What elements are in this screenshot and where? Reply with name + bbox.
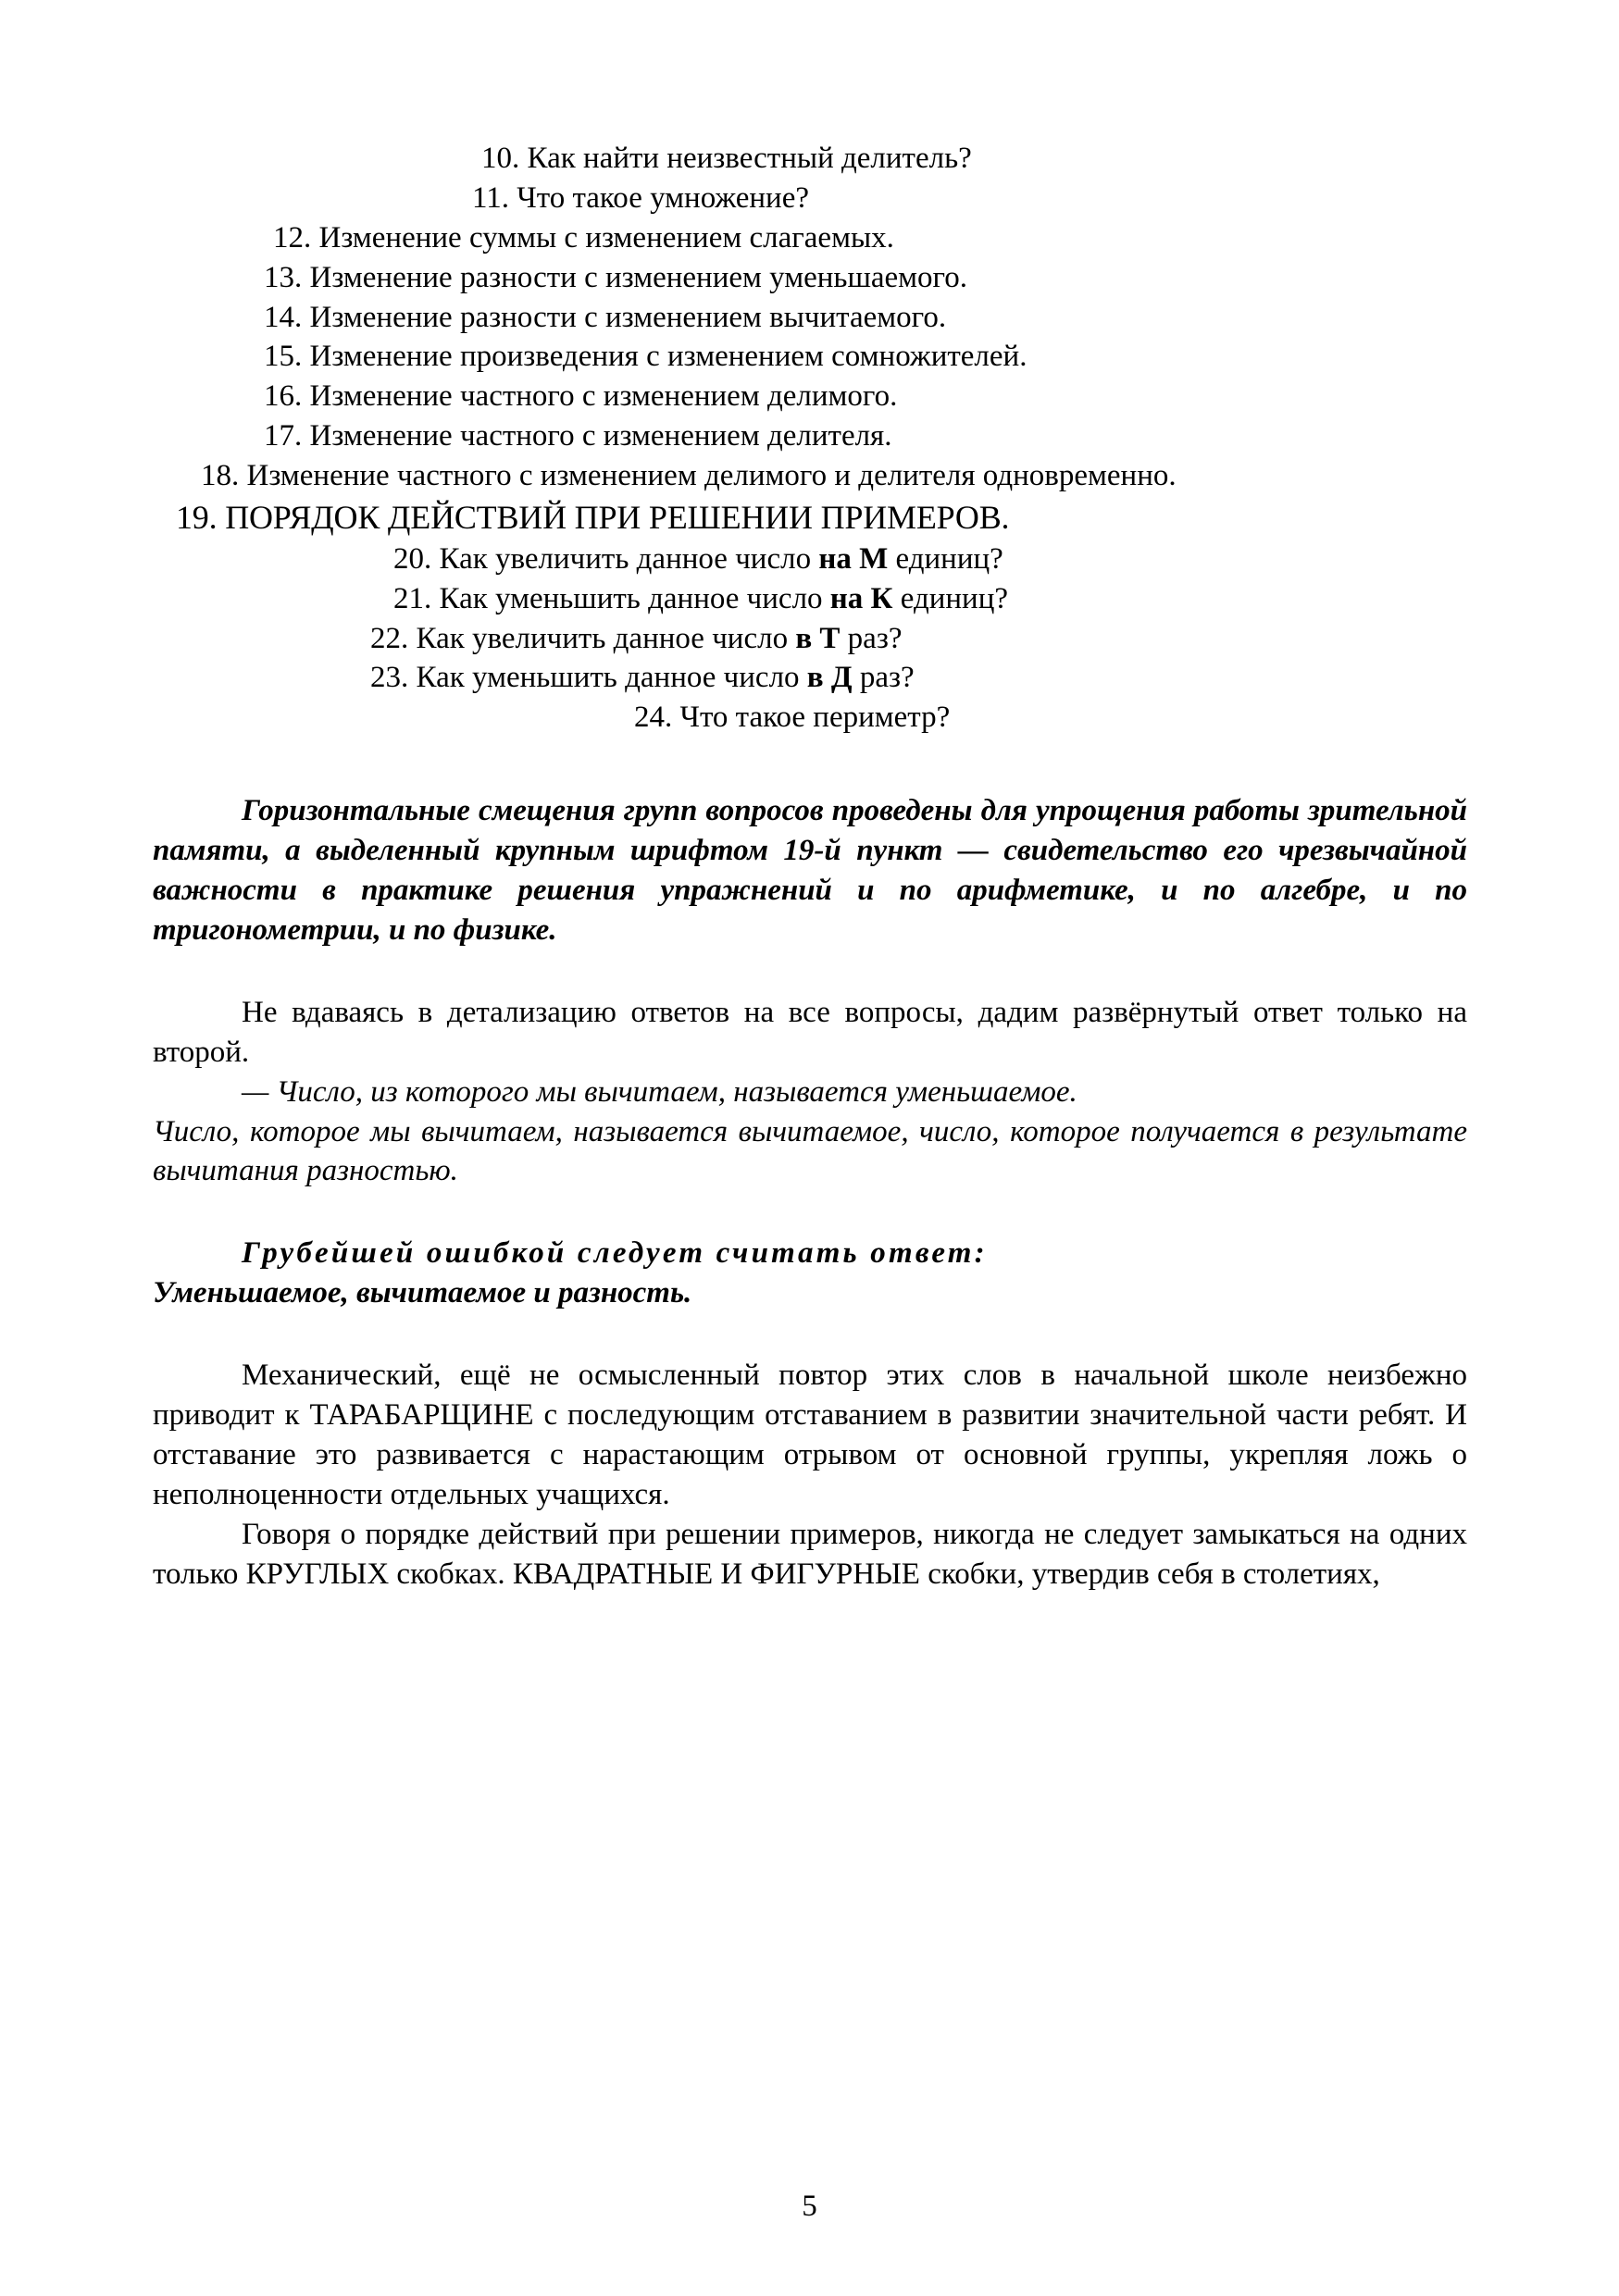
paragraph-answer-first: — Число, из которого мы вычитаем, называется уменьшаемое. (242, 1074, 1077, 1109)
list-item: 16. Изменение частного с изменением делимого. (264, 379, 898, 414)
paragraph-mechanical: Механический, ещё не осмысленный повтор этих слов в начальной школе неизбежно приводит к ТАРАБАРЩИНЕ с последующим отставанием в развитии значительной части ребят. И отставание это развивается с нарастающим отрывом от основной группы, укрепляя ложь о неполноценности отдельных учащихся. (153, 1359, 1467, 1511)
list-item-emphasis: на М (818, 541, 889, 576)
paragraph-order: Говоря о порядке действий при решении примеров, никогда не следует замыкаться на одних только КРУГЛЫХ скобках. КВАДРАТНЫЕ И ФИГУРНЫЕ скобки, утвердив себя в столетиях, (153, 1517, 1467, 1591)
list-item-suffix: раз? (852, 661, 915, 695)
question-list (153, 139, 1467, 738)
list-item-prefix: 23. Как уменьшить данное число (370, 661, 807, 695)
list-item-19: 19. ПОРЯДОК ДЕЙСТВИЙ ПРИ РЕШЕНИИ ПРИМЕРОВ. (176, 499, 1010, 537)
list-item-suffix: единиц? (892, 581, 1009, 615)
list-item-emphasis: в Д (806, 661, 853, 695)
list-item-prefix: 22. Как увеличить данное число (370, 621, 796, 655)
spacer (153, 1191, 1467, 1234)
paragraph-intro: Не вдаваясь в детализацию ответов на все вопросы, дадим развёрнутый ответ только на второй. (153, 995, 1467, 1069)
list-item-18: 18. Изменение частного с изменением делимого и делителя одновременно. (201, 459, 1177, 493)
list-item-suffix: единиц? (888, 541, 1003, 576)
list-item (153, 540, 1467, 579)
list-item (153, 658, 1467, 698)
page-number: 5 (802, 2190, 817, 2223)
spacer (153, 1313, 1467, 1356)
list-item: 10. Как найти неизвестный делитель? (481, 142, 972, 175)
list-item: 17. Изменение частного с изменением делителя. (264, 419, 892, 453)
list-item-prefix: 20. Как увеличить данное число (393, 541, 819, 576)
list-item: 15. Изменение произведения с изменением сомножителей. (264, 340, 1027, 374)
paragraph-note: Горизонтальные смещения групп вопросов проведены для упрощения работы зрительной памяти, а выделенный крупным шрифтом 19-й пункт — свидетельство его чрезвычайной важности в практике решения упражнений и по арифметике, и по алгебре, и по тригонометрии, и по физике. (153, 794, 1467, 947)
list-item: 11. Что такое умножение? (472, 180, 809, 215)
list-item: 13. Изменение разности с изменением уменьшаемого. (264, 260, 968, 294)
spacer (153, 950, 1467, 993)
list-item-emphasis: в Т (795, 621, 841, 655)
paragraph-error-body: Уменьшаемое, вычитаемое и разность. (153, 1276, 692, 1310)
list-item-emphasis: на К (829, 581, 893, 615)
list-item: 12. Изменение суммы с изменением слагаемых. (273, 220, 894, 254)
list-item: 14. Изменение разности с изменением вычитаемого. (264, 300, 947, 334)
paragraph-error-lead: Грубейшей ошибкой следует считать ответ: (242, 1236, 988, 1271)
list-item (153, 619, 1467, 659)
list-item-suffix: раз? (840, 621, 903, 655)
list-item-prefix: 21. Как уменьшить данное число (393, 581, 830, 615)
list-item (153, 579, 1467, 619)
page-content (153, 139, 1467, 1594)
list-item (153, 698, 1467, 738)
paragraph-answer-rest: Число, которое мы вычитаем, называется вычитаемое, число, которое получается в результате вычитания разностью. (153, 1114, 1467, 1188)
list-item-prefix: 24. Что такое периметр? (634, 701, 951, 735)
spacer (153, 738, 1467, 791)
